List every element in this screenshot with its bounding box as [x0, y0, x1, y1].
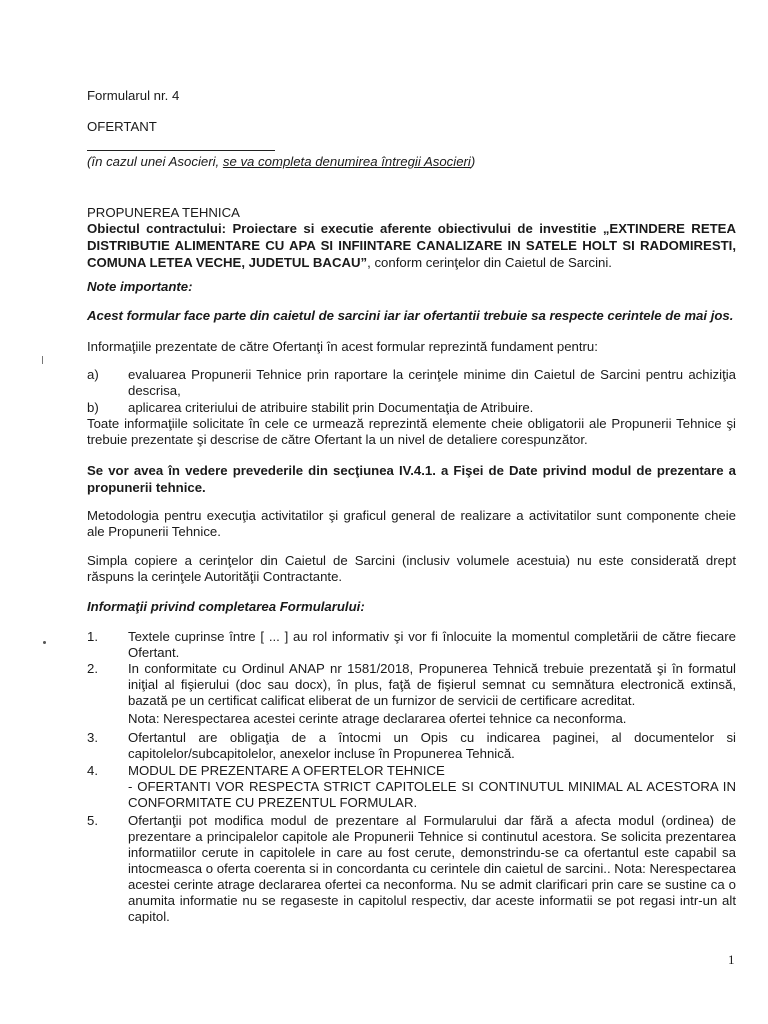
- list-item-a: evaluarea Propunerii Tehnice prin raportare la cerinţele minime din Caietul de Sarcini pentru achiziţia descrisa,: [128, 367, 736, 398]
- association-note: (în cazul unei Asocieri, se va completa denumirea întregii Asocieri): [87, 154, 476, 169]
- list-item-b: aplicarea criteriului de atribuire stabilit prin Documentaţia de Atribuire.: [128, 400, 534, 415]
- simple-copy: Simpla copiere a cerinţelor din Caietul de Sarcini (inclusiv volumele acestuia) nu este considerată drept răspuns la cerinţele Autorităţii Contractante.: [87, 553, 736, 584]
- form-part-notice: Acest formular face parte din caietul de sarcini iar iar ofertantii trebuie sa respecte cerintele de mai jos.: [87, 308, 734, 323]
- item-number: 2.: [87, 661, 98, 676]
- bidder-name-line: [87, 150, 275, 151]
- page-number: 1: [728, 952, 735, 967]
- list-item: Textele cuprinse între [ ... ] au rol informativ şi vor fi înlocuite la momentul completării de către fiecare Ofertant.: [128, 629, 736, 660]
- info-intro: Informaţiile prezentate de către Ofertanţi în acest formular reprezintă fundament pentru:: [87, 339, 598, 354]
- list-item: Ofertantul are obligaţia de a întocmi un Opis cu indicarea paginei, al documentelor si capitolelor/subcapitolelor, anexelor incluse în Propunerea Tehnică.: [128, 730, 736, 761]
- contract-object: Obiectul contractului: Proiectare si executie aferente obiectivului de investitie „EXTINDERE RETEA DISTRIBUTIE ALIMENTARE CU APA SI INFIINTARE CANALIZARE IN SATELE HOLT SI RADOMIRESTI, COMUNA LETEA VECHE, JUDETUL BACAU”, conform cerinţelor din Caietul de Sarcini.: [87, 221, 737, 270]
- list-marker-a: a): [87, 367, 99, 382]
- item-number: 1.: [87, 629, 98, 644]
- list-item: In conformitate cu Ordinul ANAP nr 1581/2018, Propunerea Tehnică trebuie prezentată şi în formatul iniţial al fişierului (doc sau docx), în plus, faţă de fişierul semnat cu semnătura electronică extinsă, bazată pe un certificat calificat eliberat de un furnizor de servicii de certificare acreditat.: [128, 661, 736, 708]
- list-item: MODUL DE PREZENTARE A OFERTELOR TEHNICE: [128, 763, 445, 778]
- form-number: Formularul nr. 4: [87, 88, 180, 103]
- margin-mark: [42, 356, 43, 364]
- section-title: PROPUNEREA TEHNICA: [87, 205, 240, 220]
- item-note: - OFERTANTI VOR RESPECTA STRICT CAPITOLELE SI CONTINUTUL MINIMAL AL ACESTORA IN CONFORMITATE CU PREZENTUL FORMULAR.: [128, 779, 736, 810]
- margin-dot: [43, 641, 46, 644]
- bidder-label: OFERTANT: [87, 119, 157, 134]
- important-notes-heading: Note importante:: [87, 279, 193, 294]
- completion-title: Informaţii privind completarea Formularului:: [87, 599, 365, 614]
- list-marker-b: b): [87, 400, 99, 415]
- methodology: Metodologia pentru execuţia activitatilor şi graficul general de realizare a activitatilor sunt componente cheie ale Propunerii Tehnice.: [87, 508, 736, 539]
- item-number: 4.: [87, 763, 98, 778]
- item-note: Nota: Nerespectarea acestei cerinte atrage declararea ofertei tehnice ca neconforma.: [128, 711, 627, 726]
- item-number: 5.: [87, 813, 98, 828]
- item-number: 3.: [87, 730, 98, 745]
- requested-info: Toate informaţiile solicitate în cele ce urmează reprezintă elemente cheie obligatorii ale Propunerii Tehnice şi trebuie prezentate şi descrise de către Ofertant la un nivel de detaliere corespunzător.: [87, 416, 736, 447]
- list-item: Ofertanţii pot modifica modul de prezentare al Formularului dar fără a afecta modul (ordinea) de prezentare a principalelor capitole ale Propunerii Tehnice si continutul acestora. Se solicita prezentarea informatiilor cerute in capitolele in care au fost cerute, demonstrindu-se ca ofertantul este capabil sa intocmeasca o oferta coerenta si in concordanta cu cerintele din caietul de sarcini.. Nota: Nerespectarea acestei cerinte atrage declararea ofertei ca neconforma. Nu se admit clarificari prin care se sustine ca o anumita informatie nu se regaseste in capitolul respectiv, dar aceste informatii se pot regasi intr-un alt capitol.: [128, 813, 736, 924]
- fisa-notice: Se vor avea în vedere prevederile din secţiunea IV.4.1. a Fişei de Date privind modul de prezentare a propunerii tehnice.: [87, 463, 736, 495]
